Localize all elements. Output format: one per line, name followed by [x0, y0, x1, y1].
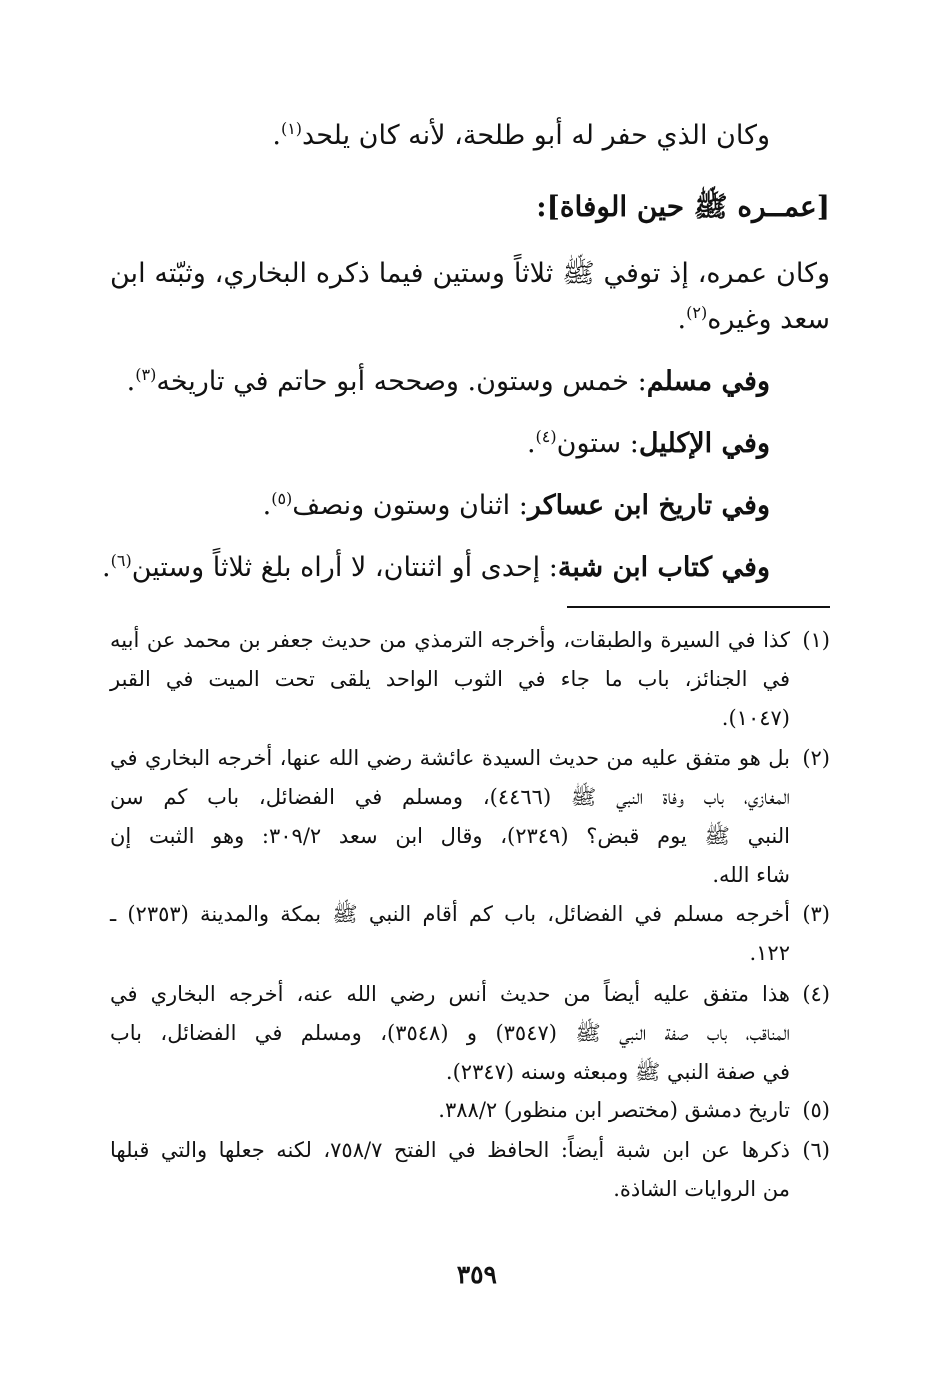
paragraph-grave-digger: وكان الذي حفر له أبو طلحة، لأنه كان يلحد$^{(١)}$. [272, 119, 770, 151]
paragraph-age-line-2: سعد وغيره$^{(٢)}$. [677, 303, 830, 335]
footnote-separator [567, 606, 830, 608]
footnote-ref-3: (٣) [135, 365, 157, 384]
paragraph-age-line-1: وكان عمره، إذ توفي ﷺ ثلاثاً وستين فيما ذكره البخاري، وثبّته ابن [110, 258, 830, 289]
source-muslim: وفي مسلم: خمس وستون. وصححه أبو حاتم في تاريخه$^{(٣)}$. [126, 365, 770, 397]
footnote-1-line-3: (١٠٤٧). [721, 706, 790, 730]
source-ibn-shabba: وفي كتاب ابن شبة: إحدى أو اثنتان، لا أراه بلغ ثلاثاً وستين$^{(٦)}$. [102, 551, 770, 583]
paragraph-text: سعد وغيره [707, 304, 830, 335]
source-text: : إحدى أو اثنتان، لا أراه بلغ ثلاثاً وستين [131, 552, 558, 583]
footnote-1-line-2: في الجنائز، باب ما جاء في الثوب الواحد يلقى تحت الميت في القبر [110, 667, 790, 691]
footnote-1-line-1: كذا في السيرة والطبقات، وأخرجه الترمذي من حديث جعفر بن محمد عن أبيه [110, 628, 790, 652]
section-heading: [عمــره ﷺ حين الوفاة]: [536, 190, 830, 223]
footnote-2-line-1: بل هو متفق عليه من حديث السيدة عائشة رضي الله عنها، أخرجه البخاري في [110, 746, 790, 770]
footnote-number-2: (٢) [802, 746, 830, 770]
footnote-ref-4: (٤) [535, 427, 557, 446]
source-label: وفي الإكليل [638, 428, 770, 459]
footnote-6-line-2: من الروايات الشاذة. [613, 1177, 790, 1201]
footnote-4-line-3: في صفة النبي ﷺ ومبعثه وسنه (٢٣٤٧). [445, 1060, 790, 1084]
footnote-ref-6: (٦) [110, 551, 132, 570]
source-text: : اثنان وستون ونصف [292, 490, 528, 521]
source-text: : خمس وستون. وصححه أبو حاتم في تاريخه [156, 366, 647, 397]
footnote-6-line-1: ذكرها عن ابن شبة أيضاً: الحافظ في الفتح ٧٥٨/٧، لكنه جعلها والتي قبلها [110, 1138, 790, 1162]
footnote-ref-5: (٥) [271, 489, 293, 508]
source-ibn-asakir: وفي تاريخ ابن عساكر: اثنان وستون ونصف$^{(٥)}$. [262, 489, 770, 521]
footnote-2-line-3: النبي ﷺ يوم قبض؟ (٢٣٤٩)، وقال ابن سعد ٣٠٩/٢: وهو الثبت إن [110, 824, 790, 848]
footnote-2-line-4: شاء الله. [712, 863, 790, 887]
footnote-number-5: (٥) [802, 1098, 830, 1122]
footnote-number-3: (٣) [802, 902, 830, 926]
footnote-5-line-1: تاريخ دمشق (مختصر ابن منظور) ٣٨٨/٢. [438, 1098, 790, 1122]
footnote-ref-1: (١) [280, 119, 303, 138]
footnote-ref-2: (٢) [686, 303, 708, 322]
source-iklil: وفي الإكليل: ستون$^{(٤)}$. [526, 427, 770, 459]
source-label: وفي كتاب ابن شبة [557, 552, 770, 583]
footnote-number-1: (١) [802, 628, 830, 652]
footnote-4-line-1: هذا متفق عليه أيضاً من حديث أنس رضي الله عنه، أخرجه البخاري في [110, 982, 790, 1006]
footnote-3-line-2: ١٢٢. [749, 941, 790, 965]
page-number: ٣٥٩ [456, 1260, 497, 1289]
source-label: وفي تاريخ ابن عساكر [527, 490, 770, 521]
footnote-3-line-1: أخرجه مسلم في الفضائل، باب كم أقام النبي ﷺ بمكة والمدينة (٢٣٥٣) ـ [110, 902, 790, 926]
footnote-number-4: (٤) [802, 982, 830, 1006]
paragraph-text: وكان الذي حفر له أبو طلحة، لأنه كان يلحد [302, 120, 770, 151]
source-label: وفي مسلم [646, 366, 770, 397]
footnote-number-6: (٦) [802, 1138, 830, 1162]
footnote-2-line-2: المغازي، باب وفاة النبي ﷺ (٤٤٦٦)، ومسلم في الفضائل، باب كم سن [110, 785, 790, 809]
source-text: : ستون [556, 428, 639, 459]
footnote-4-line-2: المناقب، باب صفة النبي ﷺ (٣٥٤٧) و (٣٥٤٨)، ومسلم في الفضائل، باب [110, 1021, 790, 1045]
